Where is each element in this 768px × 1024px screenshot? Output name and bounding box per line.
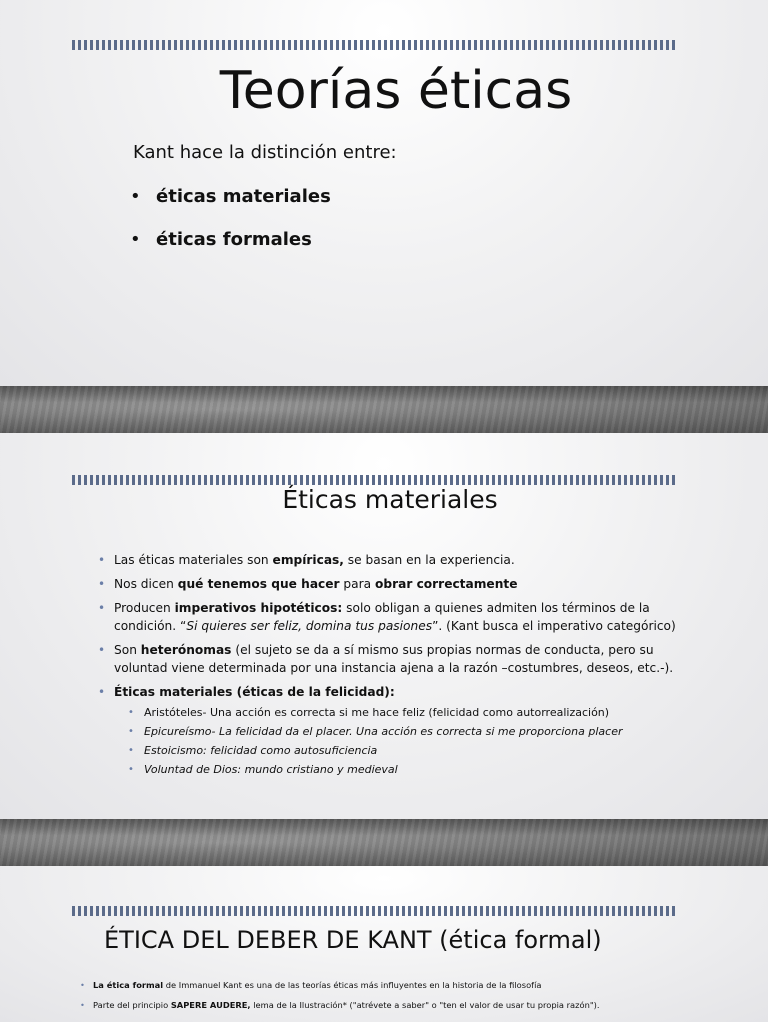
bullet-icon: • xyxy=(128,745,134,756)
bullet-icon: • xyxy=(98,643,106,657)
list-item: • Producen imperativos hipotéticos: solo obligan a quienes admiten los términos de la condición. “Si quieres ser feliz, domina tus pasiones”. (Kant busca el imperativo categórico) xyxy=(98,601,676,633)
sub-list-item: • Epicureísmo- La felicidad da el placer. Una acción es correcta si me proporciona placer xyxy=(128,722,698,741)
decorative-stripe xyxy=(72,40,676,50)
bullet-icon: • xyxy=(128,726,134,737)
list-item: • éticas materiales xyxy=(130,186,331,207)
bullet-icon: • xyxy=(128,707,134,718)
list-item: • Éticas materiales (éticas de la felicidad): • Aristóteles- Una acción es correcta si me hace feliz (felicidad como autorrealización) • Epicureísmo- La felicidad da el placer. Una acción es correcta si me proporciona placer • Estoicismo: felicidad como autosuficiencia • Voluntad de Dios: mundo cristiano y medieval xyxy=(98,683,698,779)
bullet-icon: • xyxy=(98,577,106,591)
decorative-stripe xyxy=(72,475,676,485)
bullet-icon: • xyxy=(80,1000,85,1010)
slide-floor-divider xyxy=(0,386,768,433)
slide-3-body xyxy=(80,980,720,1020)
bullet-icon: • xyxy=(130,229,141,250)
sub-list-item: • Voluntad de Dios: mundo cristiano y medieval xyxy=(128,760,698,779)
list-item: • Las éticas materiales son empíricas, se basan en la experiencia. xyxy=(98,553,515,567)
slide-2 xyxy=(0,433,768,819)
slide-1 xyxy=(0,0,768,386)
sub-list-item: • Estoicismo: felicidad como autosuficiencia xyxy=(128,741,698,760)
bullet-icon: • xyxy=(128,764,134,775)
sub-list-item: • Aristóteles- Una acción es correcta si me hace feliz (felicidad como autorrealización) xyxy=(128,703,698,722)
slide-1-list xyxy=(130,186,331,272)
decorative-stripe xyxy=(72,906,676,916)
bullet-icon: • xyxy=(80,980,85,990)
slide-1-intro: Kant hace la distinción entre: xyxy=(133,142,397,163)
list-item: • Parte del principio SAPERE AUDERE, lema de la Ilustración* ("atrévete a saber" o "ten el valor de usar tu propia razón"). xyxy=(80,1000,600,1010)
bullet-icon: • xyxy=(98,685,106,699)
slide-floor-divider xyxy=(0,819,768,866)
bullet-icon: • xyxy=(98,553,106,567)
slide-1-title: Teorías éticas xyxy=(219,61,573,121)
list-item: • Nos dicen qué tenemos que hacer para obrar correctamente xyxy=(98,577,518,591)
list-item: • éticas formales xyxy=(130,229,312,250)
slide-2-body xyxy=(98,551,698,785)
slide-3 xyxy=(0,866,768,1022)
slide-2-title: Éticas materiales xyxy=(282,485,498,514)
bullet-icon: • xyxy=(130,186,141,207)
list-item: • La ética formal de Immanuel Kant es una de las teorías éticas más influyentes en la historia de la filosofía xyxy=(80,980,542,990)
sub-list xyxy=(114,703,698,779)
list-item: • Son heterónomas (el sujeto se da a sí mismo sus propias normas de conducta, pero su voluntad viene determinada por una instancia ajena a la razón –costumbres, deseos, etc.-). xyxy=(98,643,674,675)
bullet-icon: • xyxy=(98,601,106,615)
slide-3-title: ÉTICA DEL DEBER DE KANT (ética formal) xyxy=(104,926,602,954)
